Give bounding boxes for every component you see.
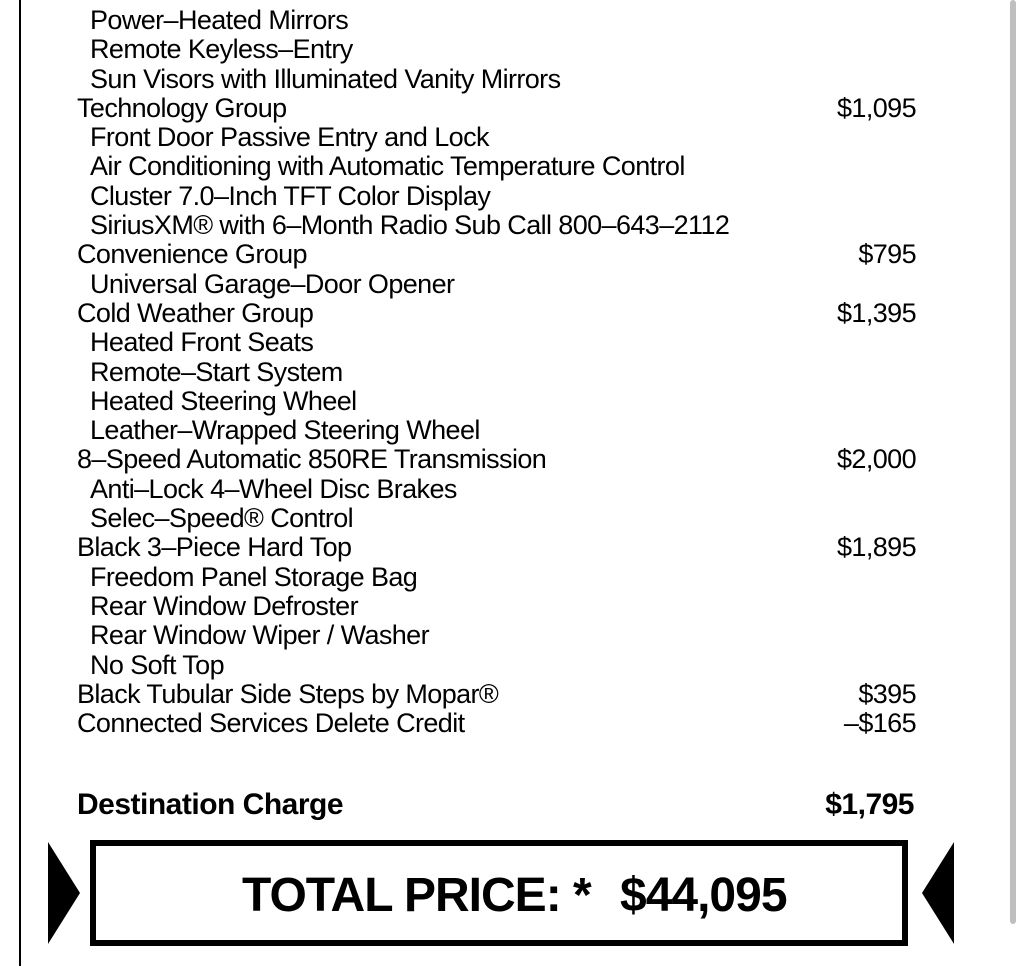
option-label: 8–Speed Automatic 850RE Transmission: [77, 444, 547, 475]
option-group-row: [0, 709, 1024, 738]
option-label: Sun Visors with Illuminated Vanity Mirrors: [90, 63, 561, 94]
option-feature-row: [0, 563, 1024, 592]
option-group-row: [0, 445, 1024, 474]
option-feature-row: [0, 328, 1024, 357]
total-price-label: TOTAL PRICE: *: [242, 869, 591, 922]
option-feature-row: [0, 504, 1024, 533]
option-price: $1,095: [837, 92, 916, 123]
option-label: Connected Services Delete Credit: [77, 708, 465, 739]
option-label: Leather–Wrapped Steering Wheel: [90, 415, 480, 446]
option-feature-row: [0, 358, 1024, 387]
destination-charge-price: $1,795: [825, 788, 914, 821]
option-list: [0, 6, 1024, 738]
option-label: Heated Steering Wheel: [90, 385, 357, 416]
option-price: $1,395: [837, 297, 916, 328]
triangle-right-icon: [48, 842, 80, 944]
option-feature-row: [0, 592, 1024, 621]
option-label: Remote–Start System: [90, 356, 343, 387]
option-feature-row: [0, 123, 1024, 152]
option-label: Black 3–Piece Hard Top: [77, 532, 352, 563]
option-price: –$165: [843, 708, 916, 739]
option-feature-row: [0, 475, 1024, 504]
option-price: $795: [858, 239, 916, 270]
option-label: Universal Garage–Door Opener: [90, 268, 455, 299]
option-label: Selec–Speed® Control: [90, 503, 354, 534]
option-label: Cold Weather Group: [77, 297, 314, 328]
option-feature-row: [0, 211, 1024, 240]
destination-charge-label: Destination Charge: [77, 788, 344, 821]
option-feature-row: [0, 387, 1024, 416]
option-feature-row: [0, 6, 1024, 35]
option-feature-row: [0, 621, 1024, 650]
option-label: Black Tubular Side Steps by Mopar®: [77, 678, 499, 709]
option-price: $395: [858, 678, 916, 709]
option-group-row: [0, 680, 1024, 709]
option-label: Rear Window Wiper / Washer: [90, 620, 429, 651]
option-feature-row: [0, 152, 1024, 181]
option-label: No Soft Top: [90, 649, 224, 680]
option-label: SiriusXM® with 6–Month Radio Sub Call 800–643–2112: [90, 210, 730, 241]
option-feature-row: [0, 651, 1024, 680]
destination-charge-row: [0, 787, 1024, 823]
option-feature-row: [0, 35, 1024, 64]
option-label: Front Door Passive Entry and Lock: [90, 122, 489, 153]
option-feature-row: [0, 182, 1024, 211]
option-group-row: [0, 94, 1024, 123]
option-label: Remote Keyless–Entry: [90, 34, 353, 65]
total-price-box: [90, 840, 908, 946]
triangle-left-icon: [922, 842, 954, 944]
option-price: $2,000: [837, 444, 916, 475]
option-label: Freedom Panel Storage Bag: [90, 561, 418, 592]
option-feature-row: [0, 416, 1024, 445]
option-group-row: [0, 299, 1024, 328]
option-label: Power–Heated Mirrors: [90, 5, 349, 35]
option-label: Convenience Group: [77, 239, 307, 270]
option-label: Anti–Lock 4–Wheel Disc Brakes: [90, 473, 457, 504]
option-label: Heated Front Seats: [90, 327, 314, 358]
option-group-row: [0, 240, 1024, 269]
option-label: Air Conditioning with Automatic Temperature Control: [90, 151, 685, 182]
option-label: Technology Group: [77, 92, 287, 123]
option-label: Rear Window Defroster: [90, 590, 358, 621]
option-group-row: [0, 533, 1024, 562]
option-price: $1,895: [837, 532, 916, 563]
option-label: Cluster 7.0–Inch TFT Color Display: [90, 180, 491, 211]
option-feature-row: [0, 65, 1024, 94]
total-price-value: $44,095: [620, 869, 787, 922]
option-feature-row: [0, 270, 1024, 299]
